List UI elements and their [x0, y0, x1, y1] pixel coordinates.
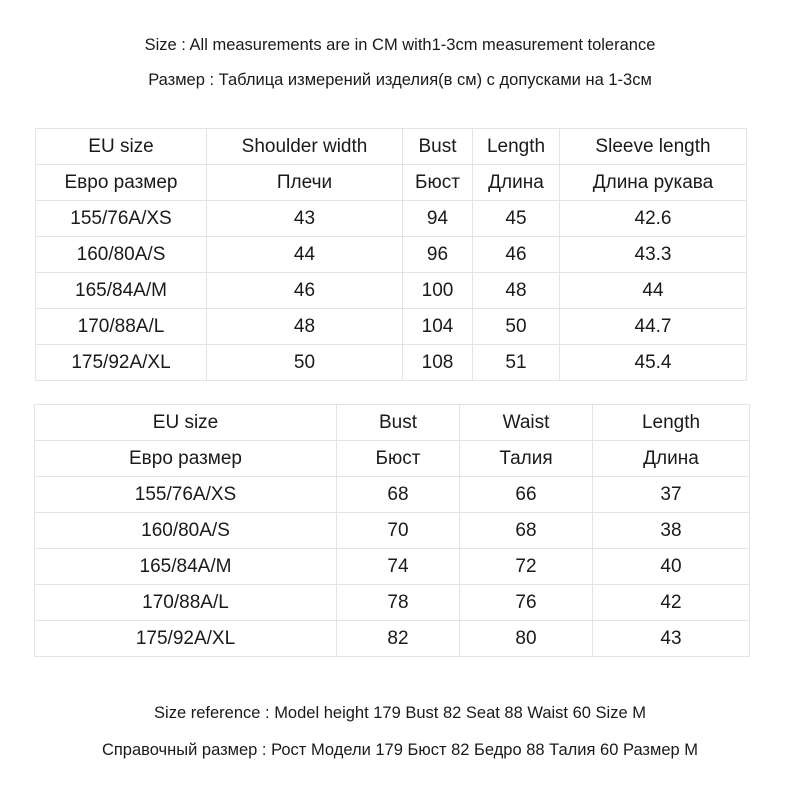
column-header-cell: Length	[473, 129, 560, 165]
size-table-tops-header-row	[36, 165, 747, 201]
measurement-cell: 76	[460, 585, 593, 621]
measurement-cell: 46	[207, 273, 403, 309]
size-table-tops	[35, 128, 747, 381]
column-header-cell: Length	[593, 405, 750, 441]
measurement-cell: 38	[593, 513, 750, 549]
measurement-cell: 80	[460, 621, 593, 657]
measurement-cell: 68	[460, 513, 593, 549]
column-header-cell: Бюст	[337, 441, 460, 477]
size-label-cell: 175/92A/XL	[35, 621, 337, 657]
column-header-cell: Bust	[403, 129, 473, 165]
size-table-bottoms-header-row	[35, 441, 750, 477]
size-table-tops-row	[36, 309, 747, 345]
size-table-bottoms-header-row	[35, 405, 750, 441]
measurement-cell: 66	[460, 477, 593, 513]
size-table-bottoms-row	[35, 513, 750, 549]
column-header-cell: Shoulder width	[207, 129, 403, 165]
size-table-tops-body	[36, 129, 747, 381]
measurement-cell: 44	[207, 237, 403, 273]
column-header-cell: Длина	[593, 441, 750, 477]
measurement-cell: 70	[337, 513, 460, 549]
size-label-cell: 160/80A/S	[36, 237, 207, 273]
measurement-cell: 44.7	[560, 309, 747, 345]
size-reference-english: Size reference : Model height 179 Bust 82 Seat 88 Waist 60 Size M	[154, 704, 646, 722]
measurement-cell: 45.4	[560, 345, 747, 381]
size-table-bottoms-row	[35, 549, 750, 585]
measurement-cell: 72	[460, 549, 593, 585]
column-header-cell: Длина	[473, 165, 560, 201]
measurement-cell: 68	[337, 477, 460, 513]
measurement-note-english: Size : All measurements are in CM with1-3cm measurement tolerance	[144, 36, 656, 54]
measurement-cell: 51	[473, 345, 560, 381]
size-table-bottoms-body	[35, 405, 750, 657]
measurement-cell: 43.3	[560, 237, 747, 273]
size-table-bottoms-row	[35, 621, 750, 657]
measurement-cell: 82	[337, 621, 460, 657]
measurement-cell: 40	[593, 549, 750, 585]
measurement-cell: 44	[560, 273, 747, 309]
size-table-bottoms-row	[35, 585, 750, 621]
size-table-tops-row	[36, 237, 747, 273]
size-label-cell: 165/84A/M	[35, 549, 337, 585]
column-header-cell: Длина рукава	[560, 165, 747, 201]
column-header-cell: Талия	[460, 441, 593, 477]
measurement-cell: 108	[403, 345, 473, 381]
size-label-cell: 170/88A/L	[36, 309, 207, 345]
column-header-cell: Евро размер	[35, 441, 337, 477]
size-table-tops-row	[36, 345, 747, 381]
measurement-cell: 96	[403, 237, 473, 273]
measurement-cell: 43	[207, 201, 403, 237]
size-label-cell: 175/92A/XL	[36, 345, 207, 381]
measurement-cell: 50	[207, 345, 403, 381]
size-table-tops-header-row	[36, 129, 747, 165]
size-table-bottoms-row	[35, 477, 750, 513]
column-header-cell: Bust	[337, 405, 460, 441]
size-table-bottoms	[34, 404, 750, 657]
column-header-cell: Sleeve length	[560, 129, 747, 165]
size-label-cell: 155/76A/XS	[35, 477, 337, 513]
column-header-cell: Евро размер	[36, 165, 207, 201]
column-header-cell: EU size	[35, 405, 337, 441]
measurement-cell: 45	[473, 201, 560, 237]
size-label-cell: 160/80A/S	[35, 513, 337, 549]
measurement-cell: 78	[337, 585, 460, 621]
measurement-cell: 48	[473, 273, 560, 309]
size-table-tops-row	[36, 273, 747, 309]
size-label-cell: 170/88A/L	[35, 585, 337, 621]
measurement-cell: 50	[473, 309, 560, 345]
measurement-cell: 104	[403, 309, 473, 345]
measurement-cell: 42.6	[560, 201, 747, 237]
column-header-cell: Waist	[460, 405, 593, 441]
size-table-tops-row	[36, 201, 747, 237]
size-reference-russian: Справочный размер : Рост Модели 179 Бюст 82 Бедро 88 Талия 60 Размер M	[101, 741, 699, 759]
measurement-cell: 100	[403, 273, 473, 309]
measurement-cell: 46	[473, 237, 560, 273]
measurement-cell: 42	[593, 585, 750, 621]
measurement-cell: 43	[593, 621, 750, 657]
column-header-cell: Плечи	[207, 165, 403, 201]
measurement-note-russian: Размер : Таблица измерений изделия(в см) с допусками на 1-3см	[148, 71, 652, 89]
measurement-cell: 37	[593, 477, 750, 513]
size-label-cell: 155/76A/XS	[36, 201, 207, 237]
measurement-cell: 74	[337, 549, 460, 585]
column-header-cell: EU size	[36, 129, 207, 165]
column-header-cell: Бюст	[403, 165, 473, 201]
measurement-cell: 94	[403, 201, 473, 237]
measurement-cell: 48	[207, 309, 403, 345]
size-label-cell: 165/84A/M	[36, 273, 207, 309]
